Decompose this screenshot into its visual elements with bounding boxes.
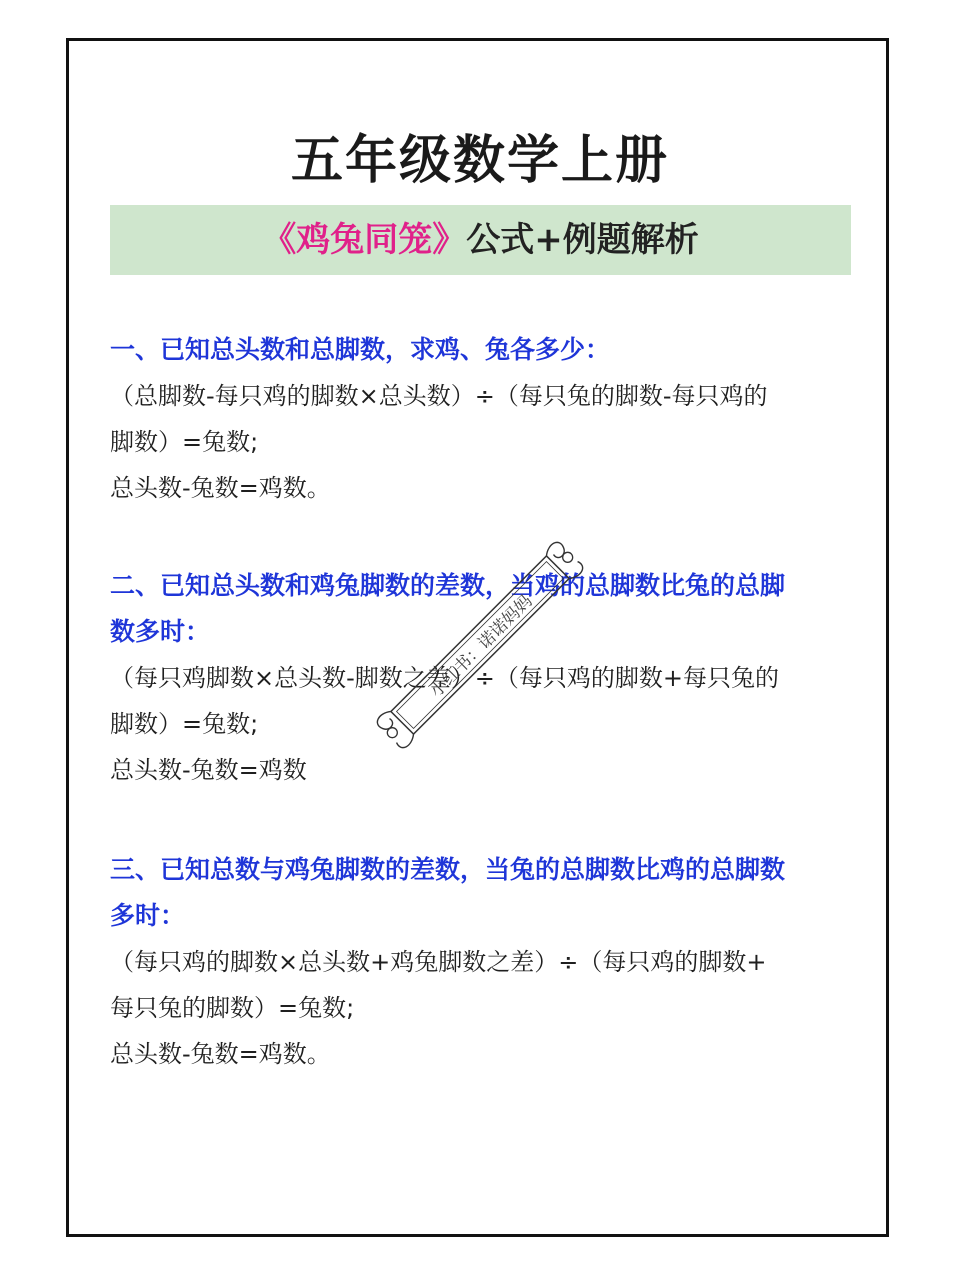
formula-line: （总脚数-每只鸡的脚数×总头数）÷（每只兔的脚数-每只鸡的 <box>110 382 768 410</box>
formula-line: （每只鸡的脚数×总头数+鸡兔脚数之差）÷（每只鸡的脚数+ <box>110 948 767 976</box>
section-3 <box>110 847 855 1077</box>
subtitle-banner <box>110 205 851 275</box>
page-title: 五年级数学上册 <box>290 130 669 191</box>
watermark-text: 小红书：诺诺妈妈 <box>426 591 537 702</box>
formula-line: 总头数-兔数=鸡数 <box>110 756 307 784</box>
section-heading: 数多时： <box>110 617 211 646</box>
section-heading: 多时： <box>110 901 186 930</box>
formula-line: 每只兔的脚数）=兔数; <box>110 994 355 1022</box>
banner-rest: 公式+例题解析 <box>466 220 699 260</box>
formula-line: 脚数）=兔数; <box>110 710 259 738</box>
section-heading: 一、已知总头数和总脚数，求鸡、兔各多少： <box>110 335 611 364</box>
formula-line: 总头数-兔数=鸡数。 <box>110 474 331 502</box>
formula-line: 脚数）=兔数; <box>110 428 259 456</box>
section-heading: 三、已知总数与鸡兔脚数的差数，当兔的总脚数比鸡的总脚数 <box>110 855 786 884</box>
formula-line: 总头数-兔数=鸡数。 <box>110 1040 331 1068</box>
section-1 <box>110 327 855 511</box>
banner-highlight: 《鸡兔同笼》 <box>262 220 467 260</box>
formula-line: （每只鸡脚数×总头数-脚数之差）÷（每只鸡的脚数+每只兔的 <box>110 664 779 692</box>
section-heading: 二、已知总头数和鸡兔脚数的差数，当鸡的总脚数比兔的总脚 <box>110 571 786 600</box>
section-2 <box>110 563 855 793</box>
